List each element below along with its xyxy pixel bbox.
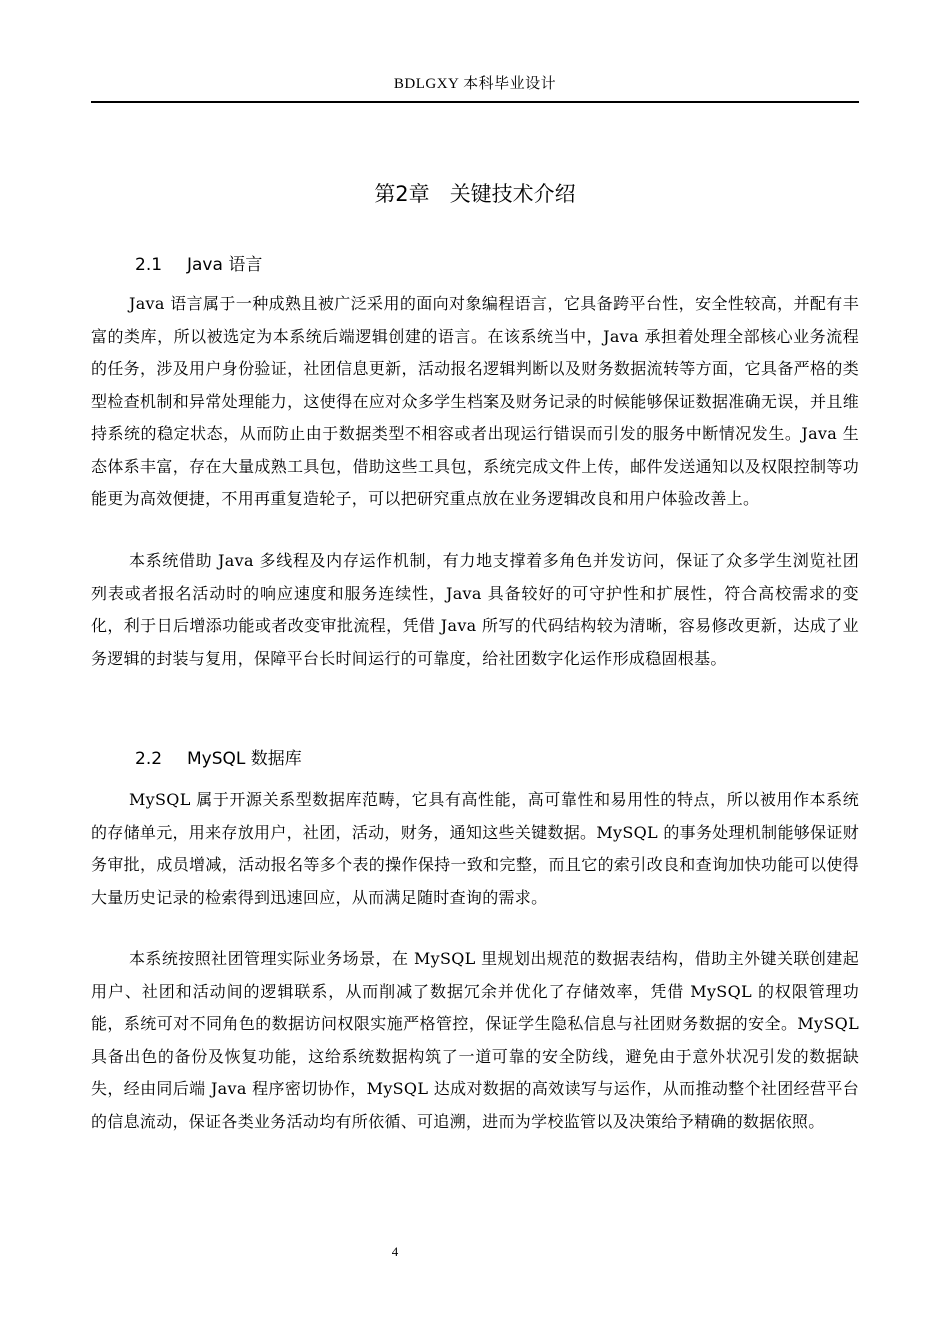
paragraph-java-1: Java 语言属于一种成熟且被广泛采用的面向对象编程语言，它具备跨平台性，安全性较高，并配有丰富的类库，所以被选定为本系统后端逻辑创建的语言。在该系统当中，Java 承担着处理全部核心业务流程的任务，涉及用户身份验证，社团信息更新，活动报名逻辑判断以及财务数据流转等方面，它具备严格的类型检查机制和异常处理能力，这使得在应对众多学生档案及财务记录的时候能够保证数据准确无误，并且维持系统的稳定状态，从而防止由于数据类型不相容或者出现运行错误而引发的服务中断情况发生。Java 生态体系丰富，存在大量成熟工具包，借助这些工具包，系统完成文件上传，邮件发送通知以及权限控制等功能更为高效便捷，不用再重复造轮子，可以把研究重点放在业务逻辑改良和用户体验改善上。 [91, 294, 859, 508]
section-heading-java [135, 251, 262, 279]
paragraph-mysql-1: MySQL 属于开源关系型数据库范畴，它具有高性能，高可靠性和易用性的特点，所以被用作本系统的存储单元，用来存放用户，社团，活动，财务，通知这些关键数据。MySQL 的事务处理机制能够保证财务审批，成员增减，活动报名等多个表的操作保持一致和完整，而且它的索引改良和查询加快功能可以使得大量历史记录的检索得到迅速回应，从而满足随时查询的需求。 [91, 790, 859, 907]
section-title: MySQL 数据库 [187, 749, 302, 769]
section-heading-mysql [135, 745, 302, 773]
page-header [91, 70, 859, 103]
chapter-number: 第2章 [374, 182, 430, 206]
chapter-name: 关键技术介绍 [449, 182, 576, 206]
section-number: 2.2 [135, 749, 163, 769]
paragraph-mysql-2: 本系统按照社团管理实际业务场景，在 MySQL 里规划出规范的数据表结构，借助主外键关联创建起用户、社团和活动间的逻辑联系，从而削减了数据冗余并优化了存储效率，凭借 MySQL 的权限管理功能，系统可对不同角色的数据访问权限实施严格管控，保证学生隐私信息与社团财务数据的安全。MySQL 具备出色的备份及恢复功能，这给系统数据构筑了一道可靠的安全防线，避免由于意外状况引发的数据缺失，经由同后端 Java 程序密切协作，MySQL 达成对数据的高效读写与运作，从而推动整个社团经营平台的信息流动，保证各类业务活动均有所依循、可追溯，进而为学校监管以及决策给予精确的数据依照。 [91, 949, 859, 1131]
section-number: 2.1 [135, 255, 163, 275]
header-title: BDLGXY 本科毕业设计 [393, 76, 557, 92]
chapter-title [91, 177, 859, 211]
paragraph-java-2: 本系统借助 Java 多线程及内存运作机制，有力地支撑着多角色并发访问，保证了众多学生浏览社团列表或者报名活动时的响应速度和服务连续性，Java 具备较好的可守护性和扩展性，符合高校需求的变化，利于日后增添功能或者改变审批流程，凭借 Java 所写的代码结构较为清晰，容易修改更新，达成了业务逻辑的封装与复用，保障平台长时间运行的可靠度，给社团数字化运作形成稳固根基。 [91, 551, 859, 668]
page-number: 4 [391, 1244, 399, 1259]
section-title: Java 语言 [187, 255, 263, 275]
